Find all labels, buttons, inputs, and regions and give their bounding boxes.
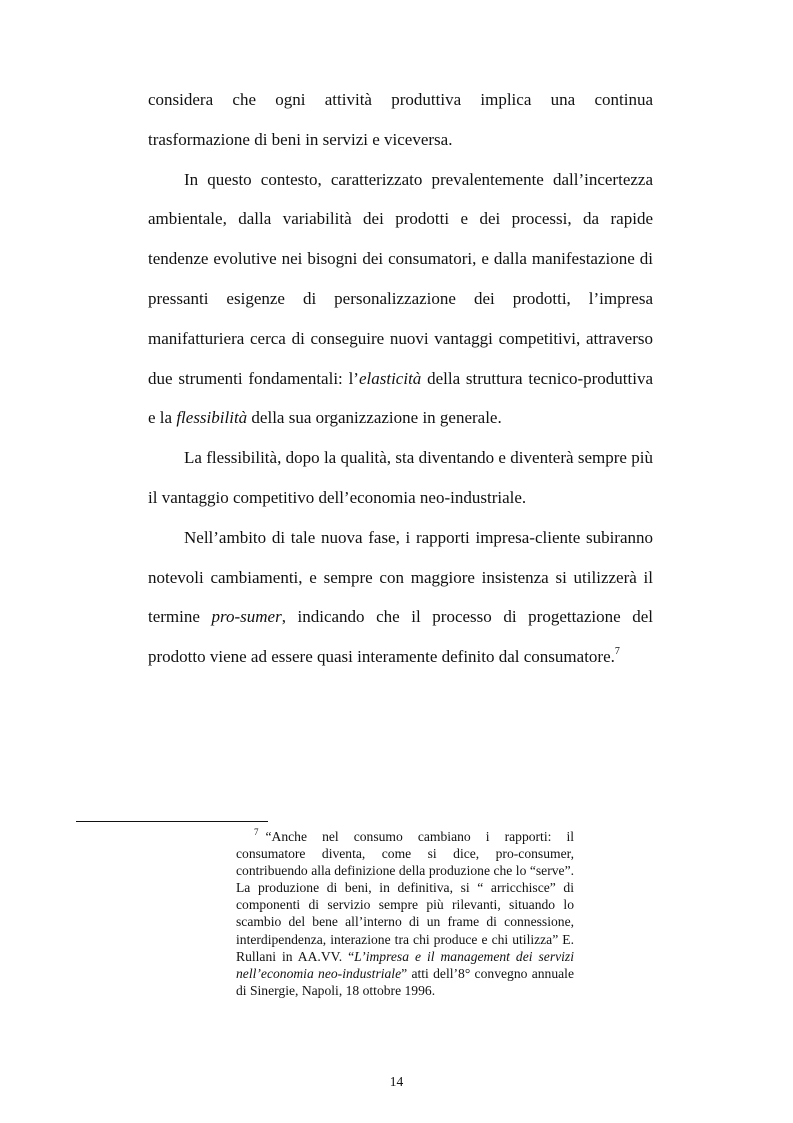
footnote-mark: 7 <box>254 827 259 838</box>
footnote-divider <box>76 821 268 822</box>
footnote-text-b: ” atti dell’8° convegno annuale di Sinergie, Napoli, 18 ottobre 1996. <box>236 965 574 998</box>
paragraph-3 <box>148 438 653 518</box>
paragraph-2-text-b: della struttura tecnico-produttiva e la <box>148 368 654 428</box>
paragraph-1 <box>148 80 653 160</box>
footnote-italic-title: L’impresa e il management dei servizi nell’economia neo-industriale <box>236 948 574 981</box>
paragraph-4-italic-prosumer: pro-sumer <box>211 607 282 627</box>
paragraph-4-text-a: Nell’ambito di tale nuova fase, i rapporti impresa-cliente subiranno notevoli cambiamenti, e sempre con maggiore insistenza si utilizzerà il termine <box>148 527 653 627</box>
paragraph-3-text: La flessibilità, dopo la qualità, sta diventando e diventerà sempre più il vantaggio competitivo dell’economia neo-industriale. <box>148 448 653 507</box>
paragraph-4 <box>148 518 653 677</box>
paragraph-2-italic-elasticita: elasticità <box>358 368 422 388</box>
body-text <box>148 80 653 677</box>
footnote-reference[interactable]: 7 <box>614 645 620 657</box>
footnote-text-a: “Anche nel consumo cambiano i rapporti: il consumatore diventa, come si dice, pro-consumer, contribuendo alla definizione della produzione che lo “serve”. La produzione di beni, in definitiva, si “ arricchisce” di componenti di servizio sempre più rilevanti, situando lo scambio del bene all’interno di un frame di connessione, interdipendenza, interazione tra chi produce e chi utilizza” E. Rullani in AA.VV. “ <box>236 829 574 964</box>
paragraph-2-text-c: della sua organizzazione in generale. <box>247 408 502 428</box>
paragraph-2-text-a: In questo contesto, caratterizzato prevalentemente dall’incertezza ambientale, dalla variabilità dei prodotti e dei processi, da rapide tendenze evolutive nei bisogni dei consumatori, e dalla manifestazione di pressanti esigenze di personalizzazione dei prodotti, l’impresa manifatturiera cerca di conseguire nuovi vantaggi competitivi, attraverso due strumenti fondamentali: l’ <box>148 169 653 388</box>
page-number: 14 <box>389 1074 404 1089</box>
paragraph-2-italic-flessibilita: flessibilità <box>176 408 248 428</box>
footnote <box>236 828 574 999</box>
paragraph-1-text: considera che ogni attività produttiva implica una continua trasformazione di beni in servizi e viceversa. <box>148 90 653 149</box>
paragraph-4-text-b: , indicando che il processo di progettazione del prodotto viene ad essere quasi interamente definito dal consumatore. <box>148 607 654 667</box>
paragraph-2 <box>148 160 653 439</box>
